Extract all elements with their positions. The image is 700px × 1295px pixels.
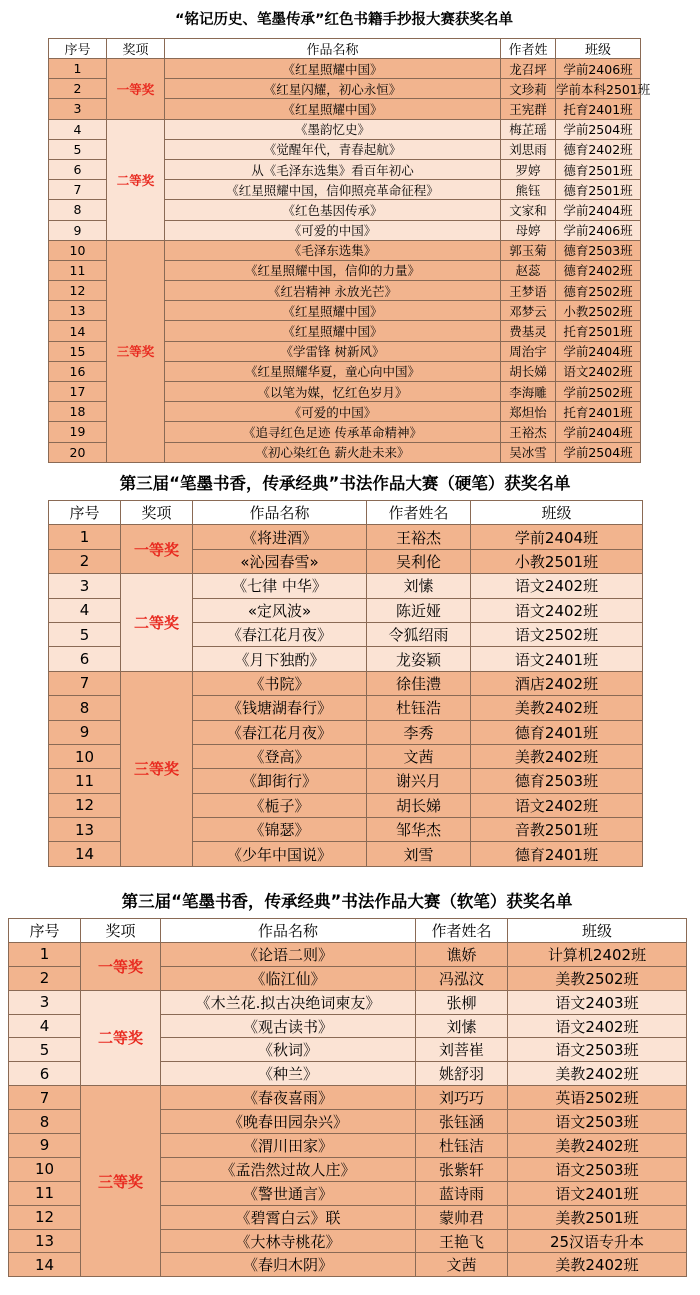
author-cell: 令狐绍雨 [367, 622, 471, 646]
rank-cell: 5 [9, 1038, 81, 1062]
rank-cell: 9 [49, 720, 121, 744]
work-title-cell: 《渭川田家》 [161, 1134, 416, 1158]
column-header: 序号 [9, 919, 81, 943]
class-cell: 学前2406班 [556, 59, 641, 79]
work-title-cell: 《钱塘湖春行》 [193, 696, 367, 720]
rank-cell: 12 [49, 281, 107, 301]
author-cell: 邹华杰 [367, 818, 471, 842]
award-table-3 [8, 918, 687, 1277]
work-title-cell: 《七律 中华》 [193, 574, 367, 598]
author-cell: 罗婷 [501, 159, 556, 179]
work-title-cell: 《红星照耀华夏，童心向中国》 [165, 361, 501, 381]
work-title-cell: 《觉醒年代，青春起航》 [165, 139, 501, 159]
author-cell: 姚舒羽 [416, 1062, 508, 1086]
class-cell: 语文2402班 [471, 793, 643, 817]
column-header: 班级 [471, 501, 643, 525]
class-cell: 语文2502班 [471, 622, 643, 646]
rank-cell: 1 [49, 525, 121, 549]
author-cell: 吴利伦 [367, 549, 471, 573]
class-cell: 美教2501班 [508, 1205, 687, 1229]
author-cell: 刘雪 [367, 842, 471, 866]
rank-cell: 1 [49, 59, 107, 79]
table-3-title: 第三届“笔墨书香，传承经典”书法作品大赛（软笔）获奖名单 [121, 892, 573, 911]
class-cell: 语文2503班 [508, 1038, 687, 1062]
prize-cell: 三等奖 [81, 1086, 161, 1277]
author-cell: 张柳 [416, 990, 508, 1014]
author-cell: 张钰涵 [416, 1110, 508, 1134]
author-cell: 梅芷瑶 [501, 119, 556, 139]
column-header: 作品名称 [193, 501, 367, 525]
class-cell: 学前2502班 [556, 382, 641, 402]
class-cell: 计算机2402班 [508, 942, 687, 966]
author-cell: 文茜 [416, 1253, 508, 1277]
prize-cell: 一等奖 [81, 942, 161, 990]
rank-cell: 7 [49, 671, 121, 695]
table-row [9, 942, 687, 966]
work-title-cell: 《墨韵忆史》 [165, 119, 501, 139]
class-cell: 酒店2402班 [471, 671, 643, 695]
rank-cell: 17 [49, 382, 107, 402]
rank-cell: 1 [9, 942, 81, 966]
class-cell: 德育2503班 [471, 769, 643, 793]
class-cell: 语文2401班 [471, 647, 643, 671]
class-cell: 德育2401班 [471, 720, 643, 744]
rank-cell: 8 [9, 1110, 81, 1134]
class-cell: 德育2503班 [556, 240, 641, 260]
award-table-2 [48, 500, 643, 867]
author-cell: 李海雕 [501, 382, 556, 402]
rank-cell: 6 [9, 1062, 81, 1086]
author-cell: 王梦语 [501, 281, 556, 301]
work-title-cell: 从《毛泽东选集》看百年初心 [165, 159, 501, 179]
author-cell: 冯泓汶 [416, 966, 508, 990]
rank-cell: 5 [49, 622, 121, 646]
author-cell: 龙召坪 [501, 59, 556, 79]
rank-cell: 2 [49, 549, 121, 573]
class-cell: 小教2502班 [556, 301, 641, 321]
author-cell: 文珍莉 [501, 79, 556, 99]
table-2-title: 第三届“笔墨书香，传承经典”书法作品大赛（硬笔）获奖名单 [119, 474, 571, 493]
rank-cell: 14 [49, 842, 121, 866]
column-header: 序号 [49, 501, 121, 525]
work-title-cell: «沁园春雪» [193, 549, 367, 573]
author-cell: 王宪群 [501, 99, 556, 119]
rank-cell: 12 [49, 793, 121, 817]
class-cell: 语文2401班 [508, 1181, 687, 1205]
work-title-cell: 《秋词》 [161, 1038, 416, 1062]
rank-cell: 13 [49, 818, 121, 842]
prize-cell: 三等奖 [121, 671, 193, 866]
work-title-cell: 《书院》 [193, 671, 367, 695]
class-cell: 美教2402班 [508, 1062, 687, 1086]
author-cell: 刘愫 [416, 1014, 508, 1038]
table-row [49, 574, 643, 598]
author-cell: 徐佳澧 [367, 671, 471, 695]
rank-cell: 9 [49, 220, 107, 240]
rank-cell: 19 [49, 422, 107, 442]
author-cell: 刘菩崔 [416, 1038, 508, 1062]
work-title-cell: 《学雷锋 树新风》 [165, 341, 501, 361]
author-cell: 王裕杰 [501, 422, 556, 442]
author-cell: 赵蕊 [501, 260, 556, 280]
prize-cell: 二等奖 [121, 574, 193, 672]
class-cell: 托育2501班 [556, 321, 641, 341]
work-title-cell: 《春江花月夜》 [193, 622, 367, 646]
work-title-cell: 《锦瑟》 [193, 818, 367, 842]
class-cell: 美教2402班 [471, 744, 643, 768]
author-cell: 周治宇 [501, 341, 556, 361]
rank-cell: 8 [49, 696, 121, 720]
column-header: 作者姓名 [367, 501, 471, 525]
rank-cell: 4 [9, 1014, 81, 1038]
class-cell: 学前本科2501班 [556, 79, 641, 99]
author-cell: 郑炟怡 [501, 402, 556, 422]
work-title-cell: 《登高》 [193, 744, 367, 768]
work-title-cell: 《晚春田园杂兴》 [161, 1110, 416, 1134]
author-cell: 杜钰浩 [367, 696, 471, 720]
class-cell: 音教2501班 [471, 818, 643, 842]
column-header: 奖项 [107, 39, 165, 59]
class-cell: 学前2404班 [556, 341, 641, 361]
rank-cell: 8 [49, 200, 107, 220]
header-row [9, 919, 687, 943]
prize-cell: 二等奖 [81, 990, 161, 1086]
rank-cell: 3 [49, 99, 107, 119]
table-row [49, 525, 643, 549]
work-title-cell: «定风波» [193, 598, 367, 622]
table-row [9, 1086, 687, 1110]
class-cell: 学前2404班 [556, 422, 641, 442]
rank-cell: 10 [49, 240, 107, 260]
work-title-cell: 《红星照耀中国》 [165, 59, 501, 79]
class-cell: 德育2402班 [556, 139, 641, 159]
work-title-cell: 《木兰花.拟古决绝词柬友》 [161, 990, 416, 1014]
author-cell: 文茜 [367, 744, 471, 768]
author-cell: 刘思雨 [501, 139, 556, 159]
rank-cell: 4 [49, 119, 107, 139]
work-title-cell: 《春归木阴》 [161, 1253, 416, 1277]
rank-cell: 18 [49, 402, 107, 422]
class-cell: 学前2404班 [556, 200, 641, 220]
class-cell: 德育2501班 [556, 159, 641, 179]
table-row [49, 240, 641, 260]
class-cell: 美教2402班 [471, 696, 643, 720]
rank-cell: 13 [9, 1229, 81, 1253]
work-title-cell: 《红星照耀中国》 [165, 321, 501, 341]
class-cell: 美教2402班 [508, 1134, 687, 1158]
rank-cell: 6 [49, 159, 107, 179]
rank-cell: 7 [49, 180, 107, 200]
work-title-cell: 《可爱的中国》 [165, 220, 501, 240]
rank-cell: 10 [49, 744, 121, 768]
column-header: 作者姓 [501, 39, 556, 59]
author-cell: 邓梦云 [501, 301, 556, 321]
work-title-cell: 《大林寺桃花》 [161, 1229, 416, 1253]
table-row [49, 59, 641, 79]
rank-cell: 11 [49, 769, 121, 793]
rank-cell: 4 [49, 598, 121, 622]
work-title-cell: 《卸街行》 [193, 769, 367, 793]
class-cell: 德育2401班 [471, 842, 643, 866]
work-title-cell: 《红星照耀中国》 [165, 99, 501, 119]
rank-cell: 5 [49, 139, 107, 159]
class-cell: 德育2502班 [556, 281, 641, 301]
class-cell: 语文2403班 [508, 990, 687, 1014]
class-cell: 美教2402班 [508, 1253, 687, 1277]
column-header: 奖项 [81, 919, 161, 943]
author-cell: 刘愫 [367, 574, 471, 598]
author-cell: 陈近娅 [367, 598, 471, 622]
author-cell: 熊钰 [501, 180, 556, 200]
work-title-cell: 《以笔为媒，忆红色岁月》 [165, 382, 501, 402]
work-title-cell: 《初心染红色 薪火赴未来》 [165, 442, 501, 462]
work-title-cell: 《月下独酌》 [193, 647, 367, 671]
work-title-cell: 《追寻红色足迹 传承革命精神》 [165, 422, 501, 442]
column-header: 班级 [556, 39, 641, 59]
work-title-cell: 《少年中国说》 [193, 842, 367, 866]
class-cell: 学前2504班 [556, 442, 641, 462]
table-row [49, 671, 643, 695]
rank-cell: 14 [49, 321, 107, 341]
column-header: 作品名称 [165, 39, 501, 59]
author-cell: 胡长娣 [501, 361, 556, 381]
class-cell: 小教2501班 [471, 549, 643, 573]
table-row [9, 990, 687, 1014]
class-cell: 学前2504班 [556, 119, 641, 139]
class-cell: 语文2503班 [508, 1157, 687, 1181]
rank-cell: 3 [9, 990, 81, 1014]
column-header: 班级 [508, 919, 687, 943]
author-cell: 李秀 [367, 720, 471, 744]
table-1-title: “铭记历史、笔墨传承”红色书籍手抄报大赛获奖名单 [174, 12, 514, 28]
header-row [49, 501, 643, 525]
work-title-cell: 《警世通言》 [161, 1181, 416, 1205]
class-cell: 语文2402班 [556, 361, 641, 381]
prize-cell: 三等奖 [107, 240, 165, 462]
class-cell: 学前2406班 [556, 220, 641, 240]
rank-cell: 9 [9, 1134, 81, 1158]
class-cell: 语文2402班 [471, 574, 643, 598]
prize-cell: 二等奖 [107, 119, 165, 240]
work-title-cell: 《临江仙》 [161, 966, 416, 990]
rank-cell: 16 [49, 361, 107, 381]
class-cell: 托育2401班 [556, 402, 641, 422]
author-cell: 杜钰洁 [416, 1134, 508, 1158]
work-title-cell: 《红星闪耀，初心永恒》 [165, 79, 501, 99]
rank-cell: 20 [49, 442, 107, 462]
author-cell: 蒙帅君 [416, 1205, 508, 1229]
class-cell: 25汉语专升本 [508, 1229, 687, 1253]
author-cell: 费基灵 [501, 321, 556, 341]
rank-cell: 15 [49, 341, 107, 361]
work-title-cell: 《春江花月夜》 [193, 720, 367, 744]
class-cell: 德育2501班 [556, 180, 641, 200]
author-cell: 蓝诗雨 [416, 1181, 508, 1205]
author-cell: 郭玉菊 [501, 240, 556, 260]
work-title-cell: 《红星照耀中国，信仰照亮革命征程》 [165, 180, 501, 200]
header-row [49, 39, 641, 59]
column-header: 作品名称 [161, 919, 416, 943]
rank-cell: 2 [49, 79, 107, 99]
class-cell: 托育2401班 [556, 99, 641, 119]
author-cell: 谢兴月 [367, 769, 471, 793]
prize-cell: 一等奖 [121, 525, 193, 574]
rank-cell: 14 [9, 1253, 81, 1277]
column-header: 奖项 [121, 501, 193, 525]
rank-cell: 11 [9, 1181, 81, 1205]
table-row [49, 119, 641, 139]
rank-cell: 11 [49, 260, 107, 280]
work-title-cell: 《红星照耀中国，信仰的力量》 [165, 260, 501, 280]
class-cell: 语文2503班 [508, 1110, 687, 1134]
class-cell: 语文2402班 [471, 598, 643, 622]
prize-cell: 一等奖 [107, 59, 165, 120]
author-cell: 王裕杰 [367, 525, 471, 549]
column-header: 作者姓名 [416, 919, 508, 943]
work-title-cell: 《红星照耀中国》 [165, 301, 501, 321]
rank-cell: 2 [9, 966, 81, 990]
class-cell: 语文2402班 [508, 1014, 687, 1038]
work-title-cell: 《种兰》 [161, 1062, 416, 1086]
rank-cell: 12 [9, 1205, 81, 1229]
author-cell: 龙姿颖 [367, 647, 471, 671]
work-title-cell: 《将进酒》 [193, 525, 367, 549]
award-table-1 [48, 38, 651, 463]
work-title-cell: 《观古读书》 [161, 1014, 416, 1038]
work-title-cell: 《孟浩然过故人庄》 [161, 1157, 416, 1181]
work-title-cell: 《论语二则》 [161, 942, 416, 966]
work-title-cell: 《可爱的中国》 [165, 402, 501, 422]
author-cell: 王艳飞 [416, 1229, 508, 1253]
class-cell: 学前2404班 [471, 525, 643, 549]
work-title-cell: 《毛泽东选集》 [165, 240, 501, 260]
work-title-cell: 《红岩精神 永放光芒》 [165, 281, 501, 301]
author-cell: 母婷 [501, 220, 556, 240]
work-title-cell: 《栀子》 [193, 793, 367, 817]
author-cell: 张紫轩 [416, 1157, 508, 1181]
rank-cell: 3 [49, 574, 121, 598]
work-title-cell: 《春夜喜雨》 [161, 1086, 416, 1110]
rank-cell: 10 [9, 1157, 81, 1181]
rank-cell: 7 [9, 1086, 81, 1110]
work-title-cell: 《红色基因传承》 [165, 200, 501, 220]
class-cell: 美教2502班 [508, 966, 687, 990]
author-cell: 刘巧巧 [416, 1086, 508, 1110]
work-title-cell: 《碧霄白云》联 [161, 1205, 416, 1229]
author-cell: 吴冰雪 [501, 442, 556, 462]
rank-cell: 13 [49, 301, 107, 321]
class-cell: 德育2402班 [556, 260, 641, 280]
class-cell: 英语2502班 [508, 1086, 687, 1110]
author-cell: 胡长娣 [367, 793, 471, 817]
author-cell: 谯娇 [416, 942, 508, 966]
rank-cell: 6 [49, 647, 121, 671]
author-cell: 文家和 [501, 200, 556, 220]
column-header: 序号 [49, 39, 107, 59]
